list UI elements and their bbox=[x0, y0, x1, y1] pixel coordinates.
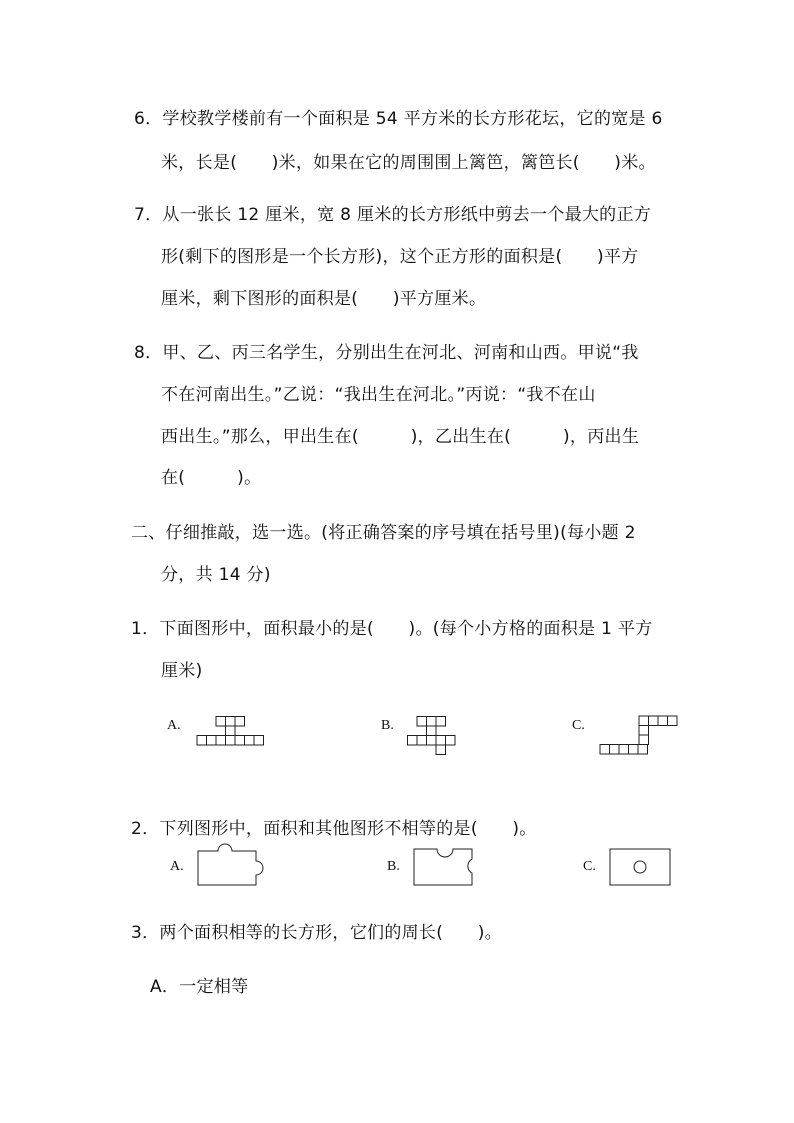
s2q1-line-2: 厘米) bbox=[161, 661, 203, 681]
q7-line-3: 厘米，剩下图形的面积是( )平方厘米。 bbox=[161, 289, 487, 309]
s2q2-figure-b bbox=[412, 845, 478, 889]
s2q3-option-a: A．一定相等 bbox=[150, 977, 249, 997]
s2q2-figure-c bbox=[608, 845, 674, 889]
s2q1-figure-a bbox=[193, 716, 269, 748]
s2q2-option-b-label: B. bbox=[387, 859, 400, 874]
s2q2-line-1: 2．下列图形中，面积和其他图形不相等的是( )。 bbox=[131, 819, 537, 839]
s2q1-figure-c bbox=[597, 714, 681, 760]
s2q1-option-c-label: C. bbox=[572, 718, 585, 733]
q6-line-1: 6．学校教学楼前有一个面积是 54 平方米的长方形花坛，它的宽是 6 bbox=[134, 109, 663, 129]
section-2-heading-line-2: 分，共 14 分) bbox=[161, 565, 271, 585]
q8-line-2: 不在河南出生。”乙说：“我出生在河北。”丙说：“我不在山 bbox=[161, 385, 596, 405]
q7-line-1: 7．从一张长 12 厘米，宽 8 厘米的长方形纸中剪去一个最大的正方 bbox=[134, 205, 652, 225]
s2q1-option-b-label: B. bbox=[381, 718, 394, 733]
q8-line-3: 西出生。”那么，甲出生在( )，乙出生在( )，丙出生 bbox=[161, 427, 640, 447]
section-2-heading-line-1: 二、仔细推敲，选一选。(将正确答案的序号填在括号里)(每小题 2 bbox=[131, 523, 636, 543]
s2q1-line-1: 1．下面图形中，面积最小的是( )。(每个小方格的面积是 1 平方 bbox=[131, 619, 653, 639]
q8-line-4: 在( )。 bbox=[161, 468, 262, 488]
s2q1-option-a-label: A. bbox=[167, 718, 181, 733]
q8-line-1: 8．甲、乙、丙三名学生，分别出生在河北、河南和山西。甲说“我 bbox=[134, 343, 639, 363]
s2q3-line-1: 3．两个面积相等的长方形，它们的周长( )。 bbox=[131, 923, 502, 943]
s2q2-option-c-label: C. bbox=[583, 859, 596, 874]
s2q2-option-a-label: A. bbox=[170, 859, 184, 874]
q6-line-2: 米，长是( )米，如果在它的周围围上篱笆，篱笆长( )米。 bbox=[161, 153, 656, 173]
q7-line-2: 形(剩下的图形是一个长方形)，这个正方形的面积是( )平方 bbox=[161, 247, 639, 267]
s2q1-figure-b bbox=[405, 716, 461, 758]
s2q2-figure-a bbox=[196, 845, 268, 889]
